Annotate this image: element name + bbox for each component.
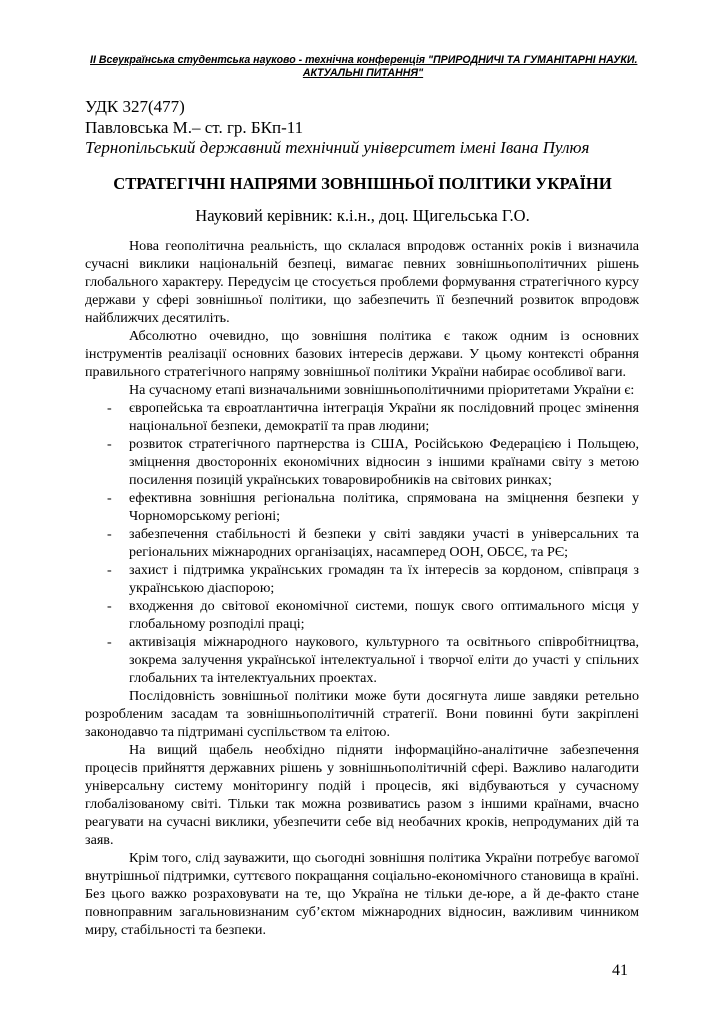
supervisor-line: Науковий керівник: к.і.н., доц. Щигельська Г.О. [195, 206, 530, 225]
paragraph-5: На вищий щабель необхідно підняти інформаційно-аналітичне забезпечення процесів прийняття державних рішень у зовнішньополітичній сфері. Важливо налагодити універсальну систему моніторингу подій і процесів, які відбуваються у сучасному глобалізованому світі. Тільки так можна розвиватись разом з іншими країнами, вчасно реагувати на сучасні виклики, убезпечити себе від необачних кроків, непродуманих дій та заяв. [85, 742, 639, 848]
page-number: 41 [612, 962, 628, 979]
paragraph-6: Крім того, слід зауважити, що сьогодні зовнішня політика України потребує вагомої внутрішньої підтримки, суттєвого покращання соціально-економічного становища в країні. Без цього важко розраховувати на те, що Україна не тільки де-юре, а й де-факто стане повноправним загальновизнаним суб’єктом міжнародних відносин, важливим чинником миру, стабільності та безпеки. [85, 850, 639, 938]
author-line: Павловська М.– ст. гр. БКп-11 [85, 118, 304, 137]
list-item: - ефективна зовнішня регіональна політика, спрямована на зміцнення безпеки у Чорноморському регіоні; [107, 490, 639, 524]
udk-code: УДК 327(477) [85, 97, 185, 116]
paragraph-3: На сучасному етапі визначальними зовнішньополітичними пріоритетами України є: [129, 382, 635, 398]
paragraph-4: Послідовність зовнішньої політики може бути досягнута лише завдяки ретельно розробленим засадам та зовнішньополітичній стратегії. Вони повинні бути закріплені законодавчо та підтримані суспільством та елітою. [85, 688, 639, 740]
list-item: - забезпечення стабільності й безпеки у світі завдяки участі в універсальних та регіональних міжнародних організаціях, насамперед ООН, ОБСЄ, та РЄ; [107, 526, 639, 560]
list-item: - розвиток стратегічного партнерства із США, Російською Федерацією і Польщею, зміцнення двосторонніх економічних відносин з іншими країнами світу з метою посилення позицій українських товаровиробників на світових ринках; [107, 436, 639, 488]
list-item: - європейська та євроатлантична інтеграція України як послідовний процес змінення національної безпеки, демократії та прав людини; [107, 400, 639, 434]
list-item: - активізація міжнародного наукового, культурного та освітнього співробітництва, зокрема залучення української інтелектуальної і творчої еліти до участі у спільних глобальних та інтелектуальних проектах. [107, 634, 639, 686]
list-item: - входження до світової економічної системи, пошук свого оптимального місця у глобальному розподілі праці; [107, 598, 639, 632]
article-body [85, 237, 639, 939]
paragraph-1: Нова геополітична реальність, що склалася впродовж останніх років і визначила сучасні виклики національній безпеці, вимагає певних зовнішньополітичних рішень глобального характеру. Передусім це стосується проблеми формування стратегічного курсу держави у сфері зовнішньої політики, що забезпечить її безпечний розвиток впродовж найближчих десятиліть. [85, 238, 639, 326]
article-title: СТРАТЕГІЧНІ НАПРЯМИ ЗОВНІШНЬОЇ ПОЛІТИКИ УКРАЇНИ [113, 174, 612, 193]
conference-header-line-1: II Всеукраїнська студентська науково - технічна конференція "ПРИРОДНИЧІ ТА ГУМАНІТАРНІ НАУКИ. [90, 54, 638, 66]
conference-header-line-2: АКТУАЛЬНІ ПИТАННЯ" [302, 67, 424, 79]
list-item: - захист і підтримка українських громадян та їх інтересів за кордоном, співпраця з українською діаспорою; [107, 562, 639, 596]
university-line: Тернопільський державний технічний університет імені Івана Пулюя [85, 138, 590, 157]
paragraph-2: Абсолютно очевидно, що зовнішня політика є також одним із основних інструментів реалізації основних базових інтересів держави. У цьому контексті обрання правильного стратегічного напряму зовнішньої політики України набирає особливої ваги. [85, 328, 639, 380]
priorities-list [85, 399, 639, 687]
